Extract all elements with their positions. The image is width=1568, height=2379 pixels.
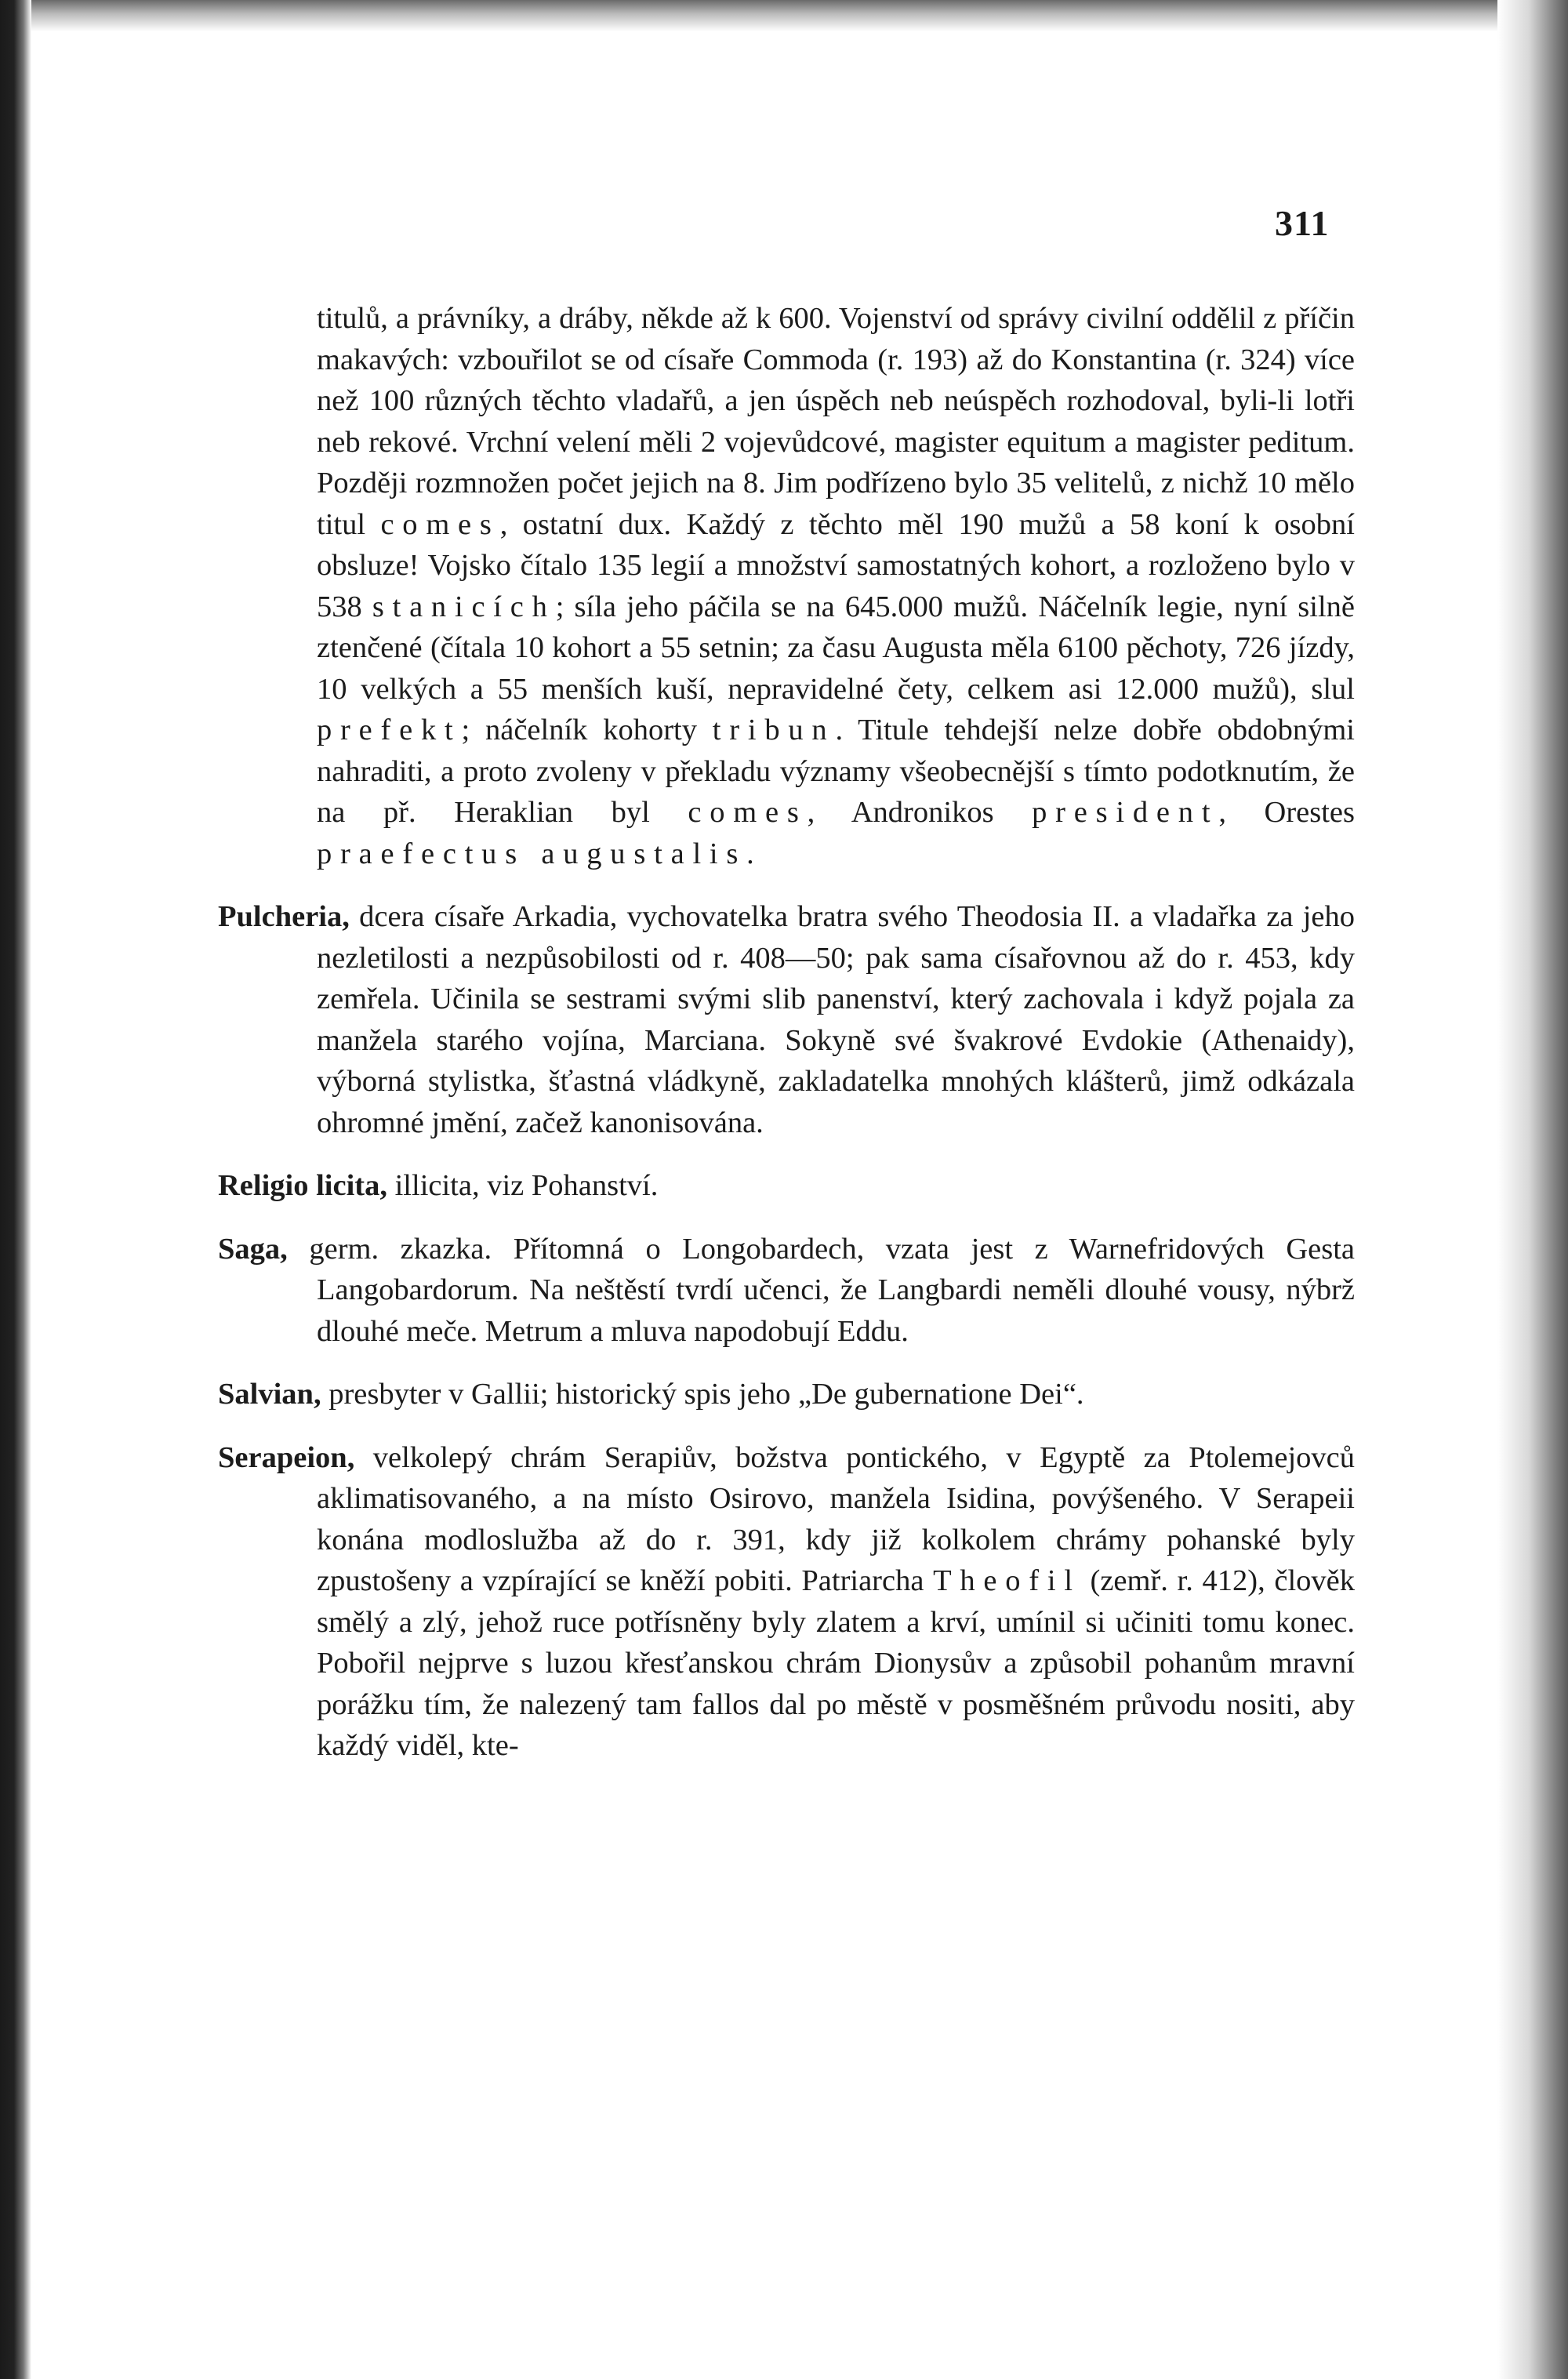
page-body [218, 298, 1355, 1767]
term-comes-2: comes [688, 796, 808, 829]
term-president: president [1032, 796, 1219, 829]
page-edge-left [0, 0, 31, 2379]
term-comes: comes [380, 507, 500, 541]
term-theofil: Theofil [933, 1564, 1081, 1597]
continuation-paragraph: titulů, a právníky, a dráby, někde až k 600. Vojenství od správy civilní oddělil z příčin makavých: vzbouřilot se od císaře Commoda (r. 193) až do Konstantina (r. 324) více než 100 různých těchto vladařů, a jen úspěch neb neúspěch rozhodoval, byli-li lotři neb rekové. Vrchní velení měli 2 vojevůdcové, magister equitum a magister peditum. Později rozmnožen počet jejich na 8. Jim podřízeno bylo 35 velitelů, z nichž 10 mělo titul comes, ostatní dux. Každý z těchto měl 190 mužů a 58 koní k osobní obsluze! Vojsko čítalo 135 legií a množství samostatných kohort, a rozloženo bylo v 538 stanicích; síla jeho páčila se na 645.000 mužů. Náčelník legie, nyní silně ztenčené (čítala 10 kohort a 55 setnin; za času Augusta měla 6100 pěchoty, 726 jízdy, 10 velkých a 55 menších kuší, nepravidelné čety, celkem asi 12.000 mužů), slul prefekt; náčelník kohorty tribun. Titule tehdejší nelze dobře obdobnými nahraditi, a proto zvoleny v překladu významy všeobecnější s tímto podotknutím, že na př. Heraklian byl comes, Andronikos president, Orestes praefectus augustalis. [317, 302, 1356, 870]
headword: Pulcheria, [218, 900, 350, 933]
headword: Salvian, [218, 1378, 321, 1411]
page-number: 311 [1275, 203, 1330, 243]
headword: Religio licita, [218, 1169, 387, 1202]
entry-pulcheria: Pulcheria, dcera císaře Arkadia, vychovatelka bratra svého Theodosia II. a vladařka za jeho nezletilosti a nezpůsobilosti od r. 408—50; pak sama císařovnou až do r. 453, kdy zemřela. Učinila se sestrami svými slib panenství, který zachovala i když pojala za manžela starého vojína, Marciana. Sokyně své švakrové Evdokie (Athenaidy), výborná stylistka, šťastná vládkyně, zakladatelka mnohých klášterů, jimž odkázala ohromné jmění, začež kanonisována. [218, 900, 1355, 1139]
entry-salvian: Salvian, presbyter v Gallii; historický spis jeho „De gubernatione Dei“. [218, 1378, 1084, 1411]
term-tribun: tribun [712, 714, 836, 746]
entry-religio-licita: Religio licita, illicita, viz Pohanství. [218, 1169, 659, 1202]
headword: Saga, [218, 1232, 288, 1266]
page-edge-top [0, 0, 1568, 31]
term-stanicich: stanicích [372, 590, 556, 623]
entry-serapeion: Serapeion, velkolepý chrám Serapiův, božstva pontického, v Egyptě za Ptolemejovců aklimatisovaného, a na místo Osirovo, manžela Isidina, povýšeného. V Serapeii konána modloslužba až do r. 391, kdy již kolkolem chrámy pohanské byly zpustošeny a vzpírající se kněží pobiti. Patriarcha Theofil (zemř. r. 412), člověk smělý a zlý, jehož ruce potřísněny byly zlatem a krví, umínil si učiniti tomu konec. Pobořil nejprve s luzou křesťanskou chrám Dionysův a způsobil pohanům mravní porážku tím, že nalezený tam fallos dal po městě v posměšném průvodu nositi, aby každý viděl, kte- [218, 1440, 1355, 1762]
entry-saga: Saga, germ. zkazka. Přítomná o Longobardech, vzata jest z Warnefridových Gesta Langobardorum. Na neštěstí tvrdí učenci, že Langbardi neměli dlouhé vousy, nýbrž dlouhé meče. Metrum a mluva napodobují Eddu. [218, 1232, 1355, 1348]
headword: Serapeion, [218, 1440, 355, 1474]
term-praefectus-augustalis: praefectus augustalis [317, 837, 747, 870]
term-prefekt: prefekt [317, 714, 462, 746]
page-edge-right [1497, 0, 1568, 2379]
